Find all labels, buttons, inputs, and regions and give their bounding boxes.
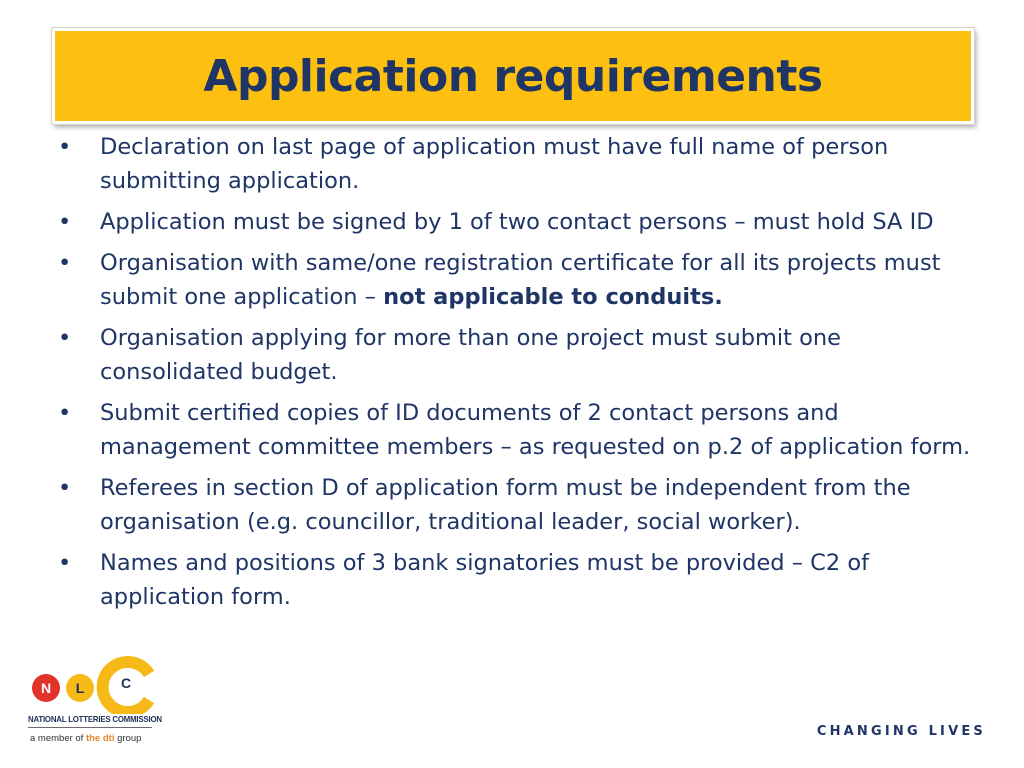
bullet-item xyxy=(58,205,978,239)
bullet-dot: • xyxy=(58,134,72,160)
title-bar xyxy=(52,28,974,124)
bullet-dot: • xyxy=(58,325,72,351)
logo-letter-n: N xyxy=(40,680,52,696)
logo-member-suffix: group xyxy=(114,733,142,744)
logo-member-brand: the dti xyxy=(85,733,115,744)
bullet-item xyxy=(58,321,978,389)
bullet-text: Organisation applying for more than one project must submit one consolidated budget. xyxy=(100,325,841,385)
bullet-list xyxy=(58,130,978,621)
slide-title: Application requirements xyxy=(203,50,823,102)
bullet-dot: • xyxy=(58,250,72,276)
logo-member-line xyxy=(30,733,141,744)
bullet-bold-text: not applicable to conduits. xyxy=(383,284,723,310)
bullet-item xyxy=(58,246,978,314)
logo-letter-l: L xyxy=(75,680,85,696)
bullet-text: Submit certified copies of ID documents of 2 contact persons and management committee members – as requested on p.2 of application form. xyxy=(100,400,971,460)
footer-tagline: CHANGING LIVES xyxy=(816,724,986,739)
bullet-item xyxy=(58,130,978,198)
logo-organisation-name: NATIONAL LOTTERIES COMMISSION xyxy=(28,714,162,724)
bullet-text: Organisation with same/one registration certificate for all its projects must submit one application – xyxy=(100,250,941,310)
logo-member-prefix: a member of xyxy=(30,733,86,744)
logo-divider xyxy=(28,727,152,728)
bullet-item xyxy=(58,396,978,464)
bullet-text: Declaration on last page of application must have full name of person submitting application. xyxy=(100,134,889,194)
logo-letter-c: C xyxy=(120,675,132,691)
bullet-text: Application must be signed by 1 of two contact persons – must hold SA ID xyxy=(100,209,934,235)
bullet-dot: • xyxy=(58,550,72,576)
bullet-text: Names and positions of 3 bank signatories must be provided – C2 of application form. xyxy=(100,550,870,610)
nlc-logo-mark xyxy=(28,650,158,714)
bullet-item xyxy=(58,471,978,539)
bullet-text: Referees in section D of application form must be independent from the organisation (e.g. councillor, traditional leader, social worker). xyxy=(100,475,911,535)
nlc-logo xyxy=(28,650,162,750)
bullet-dot: • xyxy=(58,209,72,235)
bullet-dot: • xyxy=(58,400,72,426)
bullet-dot: • xyxy=(58,475,72,501)
bullet-item xyxy=(58,546,978,614)
